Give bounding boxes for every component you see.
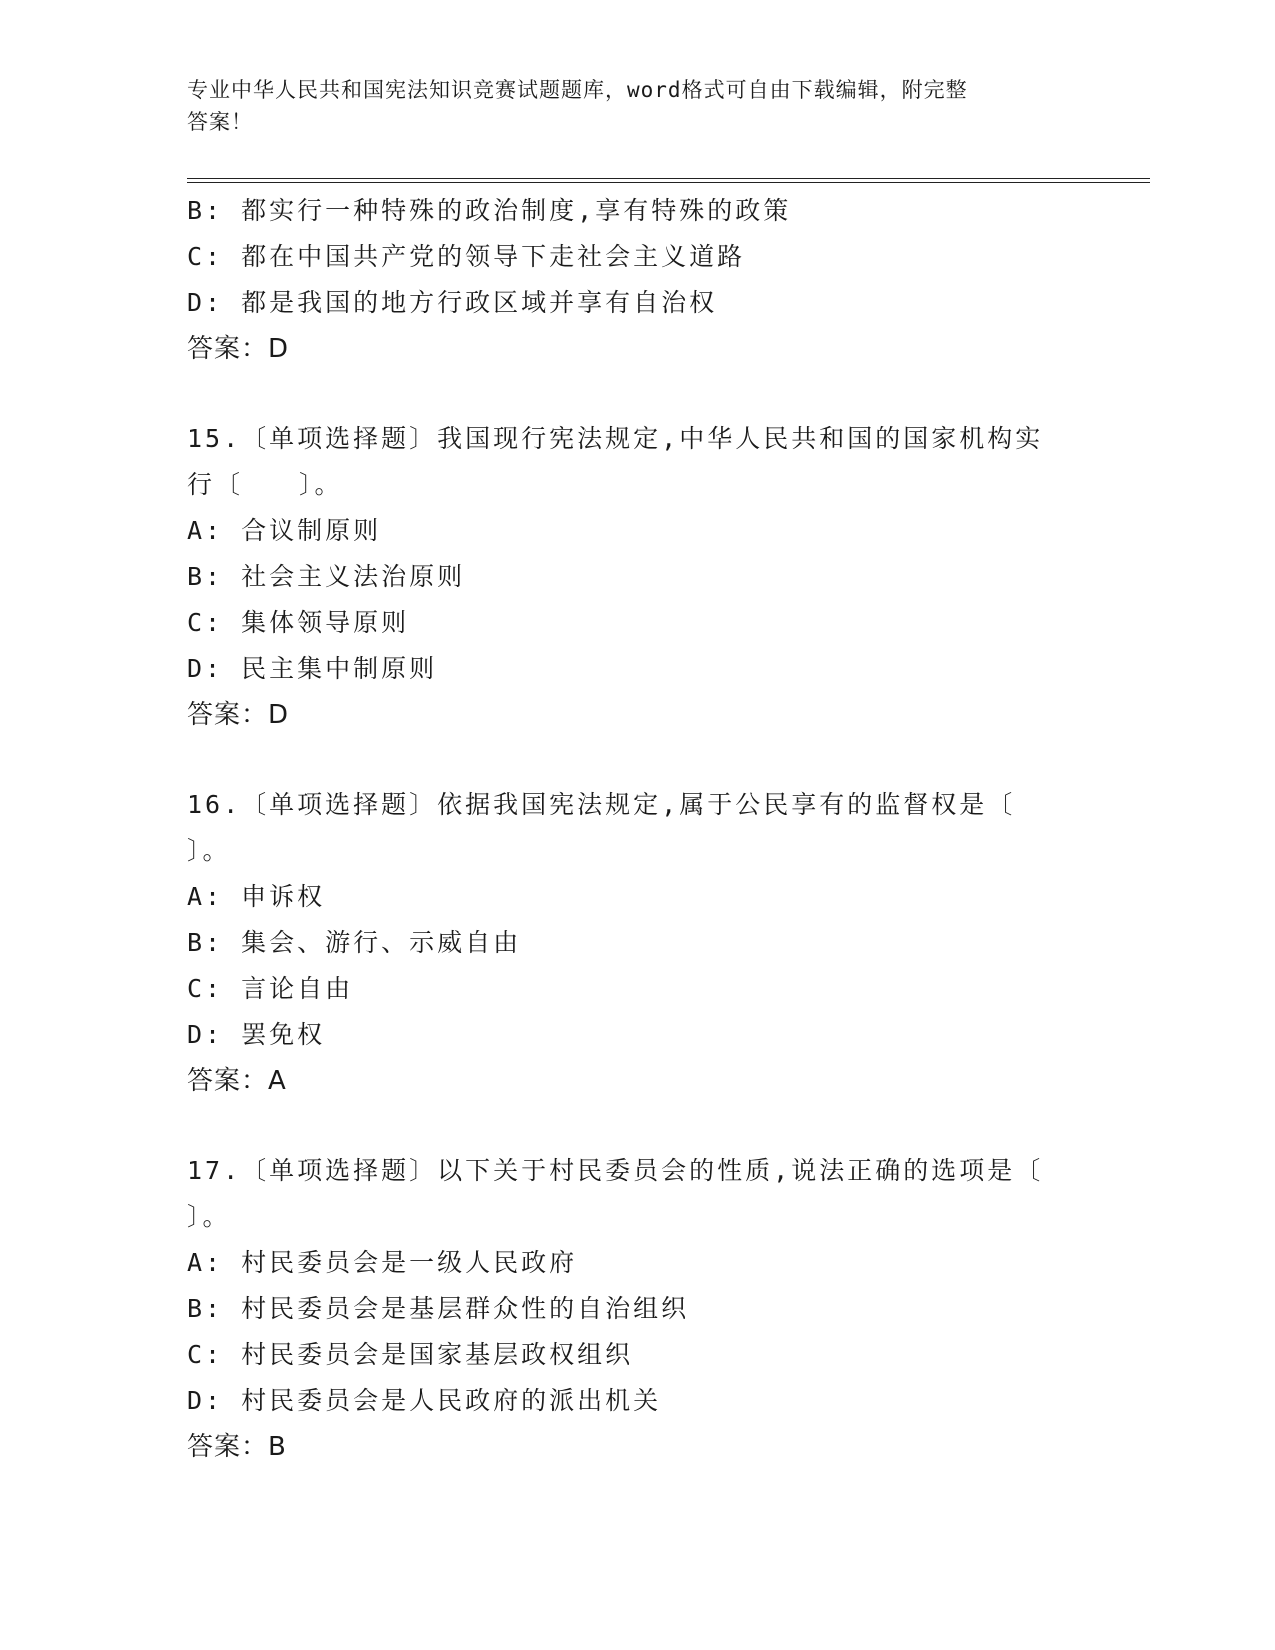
option-a: A: 申诉权 xyxy=(187,882,326,911)
option-c: C: 都在中国共产党的领导下走社会主义道路 xyxy=(187,242,746,271)
question-15 xyxy=(187,416,1067,738)
option-d: D: 村民委员会是人民政府的派出机关 xyxy=(187,1386,662,1415)
question-continued xyxy=(187,188,1067,372)
option-d: D: 都是我国的地方行政区域并享有自治权 xyxy=(187,288,718,317)
header-divider-top xyxy=(187,178,1150,179)
question-stem-line-1: 17.〔单项选择题〕以下关于村民委员会的性质,说法正确的选项是〔 xyxy=(187,1156,1044,1185)
header-line-2: 答案！ xyxy=(187,110,253,134)
question-stem xyxy=(187,1148,1067,1240)
question-stem-line-2: 〕。 xyxy=(187,836,231,865)
option-c: C: 集体领导原则 xyxy=(187,608,410,637)
question-list xyxy=(187,188,1067,1470)
question-stem xyxy=(187,782,1067,874)
option-c: C: 言论自由 xyxy=(187,974,354,1003)
question-stem-line-2: 〕。 xyxy=(187,1202,231,1231)
answer-line: 答案：B xyxy=(187,1432,287,1462)
spacer xyxy=(187,1104,1067,1148)
header-divider-bottom xyxy=(187,182,1150,183)
option-b: B: 村民委员会是基层群众性的自治组织 xyxy=(187,1294,690,1323)
document-header xyxy=(187,74,1067,138)
question-17 xyxy=(187,1148,1067,1470)
option-b: B: 都实行一种特殊的政治制度,享有特殊的政策 xyxy=(187,196,792,225)
option-d: D: 罢免权 xyxy=(187,1020,326,1049)
option-b: B: 集会、游行、示威自由 xyxy=(187,928,522,957)
header-line-1: 专业中华人民共和国宪法知识竞赛试题题库，word格式可自由下载编辑，附完整 xyxy=(187,78,968,102)
question-stem-line-1: 15.〔单项选择题〕我国现行宪法规定,中华人民共和国的国家机构实 xyxy=(187,424,1044,453)
question-stem-line-2: 行〔 〕。 xyxy=(187,470,343,499)
option-c: C: 村民委员会是国家基层政权组织 xyxy=(187,1340,634,1369)
option-d: D: 民主集中制原则 xyxy=(187,654,438,683)
option-b: B: 社会主义法治原则 xyxy=(187,562,466,591)
question-stem xyxy=(187,416,1067,508)
answer-line: 答案：D xyxy=(187,334,290,364)
option-a: A: 村民委员会是一级人民政府 xyxy=(187,1248,578,1277)
question-16 xyxy=(187,782,1067,1104)
answer-line: 答案：A xyxy=(187,1066,287,1096)
spacer xyxy=(187,738,1067,782)
spacer xyxy=(187,372,1067,416)
question-stem-line-1: 16.〔单项选择题〕依据我国宪法规定,属于公民享有的监督权是〔 xyxy=(187,790,1016,819)
answer-line: 答案：D xyxy=(187,700,290,730)
option-a: A: 合议制原则 xyxy=(187,516,382,545)
